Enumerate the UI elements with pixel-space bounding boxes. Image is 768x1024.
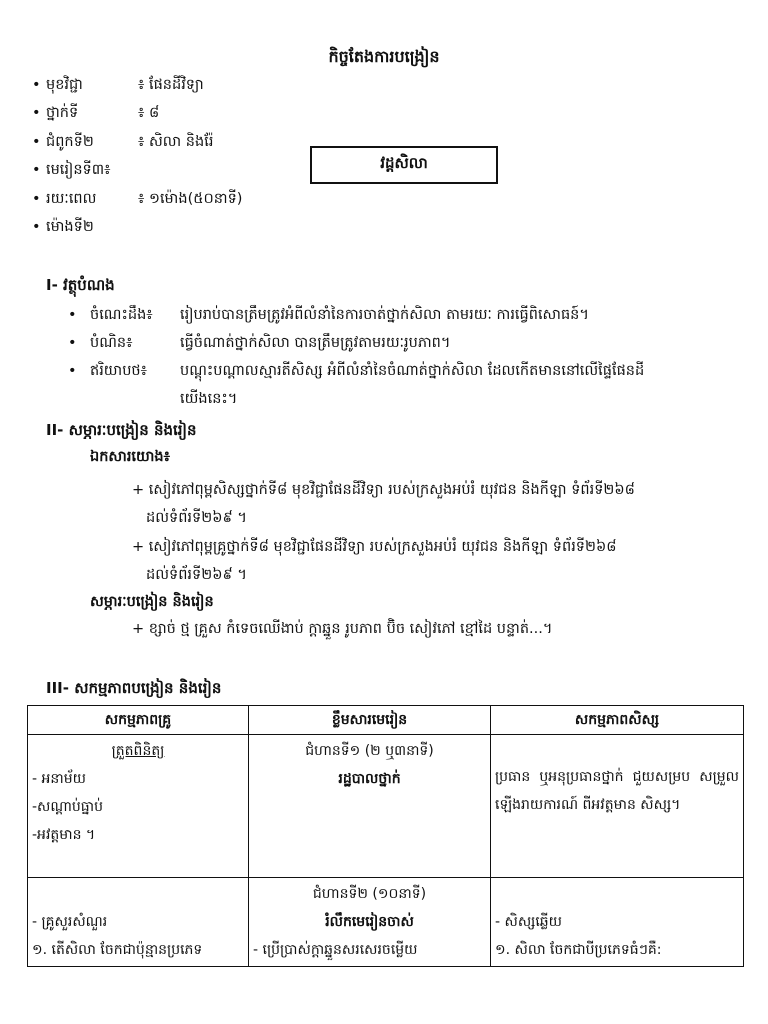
objective-label: ចំណេះដឹង៖	[90, 307, 153, 323]
bullet: •	[32, 134, 41, 150]
content-cell	[249, 878, 491, 967]
info-value: ៖ សិលា និងរ៉ែ	[138, 134, 214, 150]
bullet: •	[68, 363, 77, 379]
objective-text: រៀបរាប់បានត្រឹមត្រូវអំពីលំនាំនៃការចាត់ថ្នាក់សិលា តាមរយៈ ការធ្វើពិសោធន៍។	[180, 307, 589, 323]
objective-skill	[68, 330, 451, 356]
info-label: ថ្នាក់ទី	[46, 105, 79, 121]
table-row	[28, 878, 744, 967]
bullet: •	[68, 307, 77, 323]
references-heading: ឯកសារយោង៖	[90, 449, 171, 465]
objective-text: ធ្វើចំណាត់ថ្នាក់សិលា បានត្រឹមត្រូវតាមរយៈរូបភាព។	[180, 335, 451, 351]
content-line: - ប្រើប្រាស់ក្តាឆ្នួនសរសេរចម្លើយ	[253, 942, 418, 958]
activities-table	[27, 705, 744, 967]
header-student-activity: សកម្មភាពសិស្ស	[491, 706, 744, 735]
student-cell	[491, 735, 744, 878]
info-label: ម៉ោងទី២	[46, 219, 94, 235]
student-cell	[491, 878, 744, 967]
info-hour	[32, 214, 94, 240]
materials-subheading: សម្ភារៈបង្រៀន និងរៀន	[90, 594, 214, 610]
table-header-row	[28, 706, 744, 735]
section-materials-heading: II- សម្ភារៈបង្រៀន និងរៀន	[46, 421, 197, 439]
bullet: •	[68, 335, 77, 351]
teacher-line: -អវត្តមាន ។	[32, 827, 96, 843]
info-grade	[32, 100, 160, 126]
teacher-line: -សណ្តាប់ធ្នាប់	[32, 799, 104, 815]
objective-knowledge	[68, 302, 589, 328]
materials-list: + ខ្សាច់ ថ្ម គ្រួស កំទេចឈើងាប់ ក្តាឆ្នួន រូបភាព ប៊ិច សៀវភៅ ខ្មៅដៃ បន្ទាត់...។	[132, 621, 553, 637]
info-label: ជំពូកទី២	[46, 134, 94, 150]
info-value: ៖ ១ម៉ោង(៥០នាទី)	[138, 191, 243, 207]
objective-text: បណ្តុះបណ្តាលស្មារតីសិស្ស អំពីលំនាំនៃចំណាត់ថ្នាក់សិលា ដែលកើតមាននៅលើផ្ទៃផែនដី	[180, 363, 645, 379]
document-title: កិច្ចតែងការបង្រៀន	[328, 47, 440, 66]
info-label: មុខវិជ្ជា	[46, 77, 83, 93]
bullet: •	[32, 77, 41, 93]
bullet: •	[32, 191, 41, 207]
teacher-heading: ត្រួតពិនិត្យ	[111, 743, 165, 759]
section-activities-heading: III- សកម្មភាពបង្រៀន និងរៀន	[46, 679, 222, 697]
reference-student-book	[132, 476, 635, 532]
info-subject	[32, 72, 204, 98]
content-title: រដ្ឋបាលថ្នាក់	[338, 771, 401, 787]
student-text: ប្រធាន ឬអនុប្រធានថ្នាក់ ជួយសម្រប សម្រួលឡើងរាយការណ៍ ពីអវត្តមាន សិស្ស។	[495, 769, 739, 813]
reference-line: + សៀវភៅពុម្ពគ្រូថ្នាក់ទី៨ មុខវិជ្ជាផែនដីវិទ្យា របស់ក្រសួងអប់រំ យុវជន និងកីឡា ទំព័រទី២៦៨	[132, 539, 617, 555]
reference-line: ដល់ទំព័រទី២៦៩ ។	[146, 567, 247, 583]
teacher-cell	[28, 735, 249, 878]
objective-text-continued: យើងនេះ។	[180, 391, 238, 407]
info-value: ៖ ៨	[138, 105, 160, 121]
info-chapter	[32, 129, 214, 155]
content-title: រំលឹកមេរៀនចាស់	[325, 914, 414, 930]
reference-line: ដល់ទំព័រទី២៦៩ ។	[146, 510, 247, 526]
info-value: ៖ ផែនដីវិទ្យា	[138, 77, 204, 93]
info-label: មេរៀនទី៣៖	[46, 162, 111, 178]
student-line: - សិស្សឆ្លើយ	[495, 914, 562, 930]
info-lesson	[32, 157, 111, 183]
lesson-title-box: វដ្តសិលា	[310, 146, 498, 184]
content-step: ជំហានទី១ (២ ឬ៣នាទី)	[305, 743, 434, 759]
info-duration	[32, 186, 243, 212]
header-teacher-activity: សកម្មភាពគ្រូ	[28, 706, 249, 735]
bullet: •	[32, 162, 41, 178]
reference-teacher-book	[132, 533, 617, 589]
content-step: ជំហានទី២ (១០នាទី)	[312, 886, 427, 902]
section-objectives-heading: I- វត្ថុបំណង	[46, 276, 115, 294]
objective-label: ឥរិយាបថ៖	[90, 363, 147, 379]
teacher-line: ១. តើសិលា ចែកជាប៉ុន្មានប្រភេទ	[32, 942, 203, 958]
content-cell	[249, 735, 491, 878]
teacher-line: - អនាម័យ	[32, 771, 86, 787]
objective-attitude	[68, 358, 645, 384]
bullet: •	[32, 105, 41, 121]
bullet: •	[32, 219, 41, 235]
objective-label: បំណិន៖	[90, 335, 133, 351]
table-row	[28, 735, 744, 878]
teacher-cell	[28, 878, 249, 967]
info-label: រយៈពេល	[46, 191, 97, 207]
reference-line: + សៀវភៅពុម្ពសិស្សថ្នាក់ទី៨ មុខវិជ្ជាផែនដីវិទ្យា របស់ក្រសួងអប់រំ យុវជន និងកីឡា ទំព័រទី២៦៨	[132, 482, 635, 498]
teacher-line: - គ្រូសួរសំណួរ	[32, 914, 108, 930]
student-line: ១. សិលា ចែកជាបីប្រភេទធំៗគឺ:	[495, 942, 662, 958]
header-lesson-content: ខ្លឹមសារមេរៀន	[249, 706, 491, 735]
